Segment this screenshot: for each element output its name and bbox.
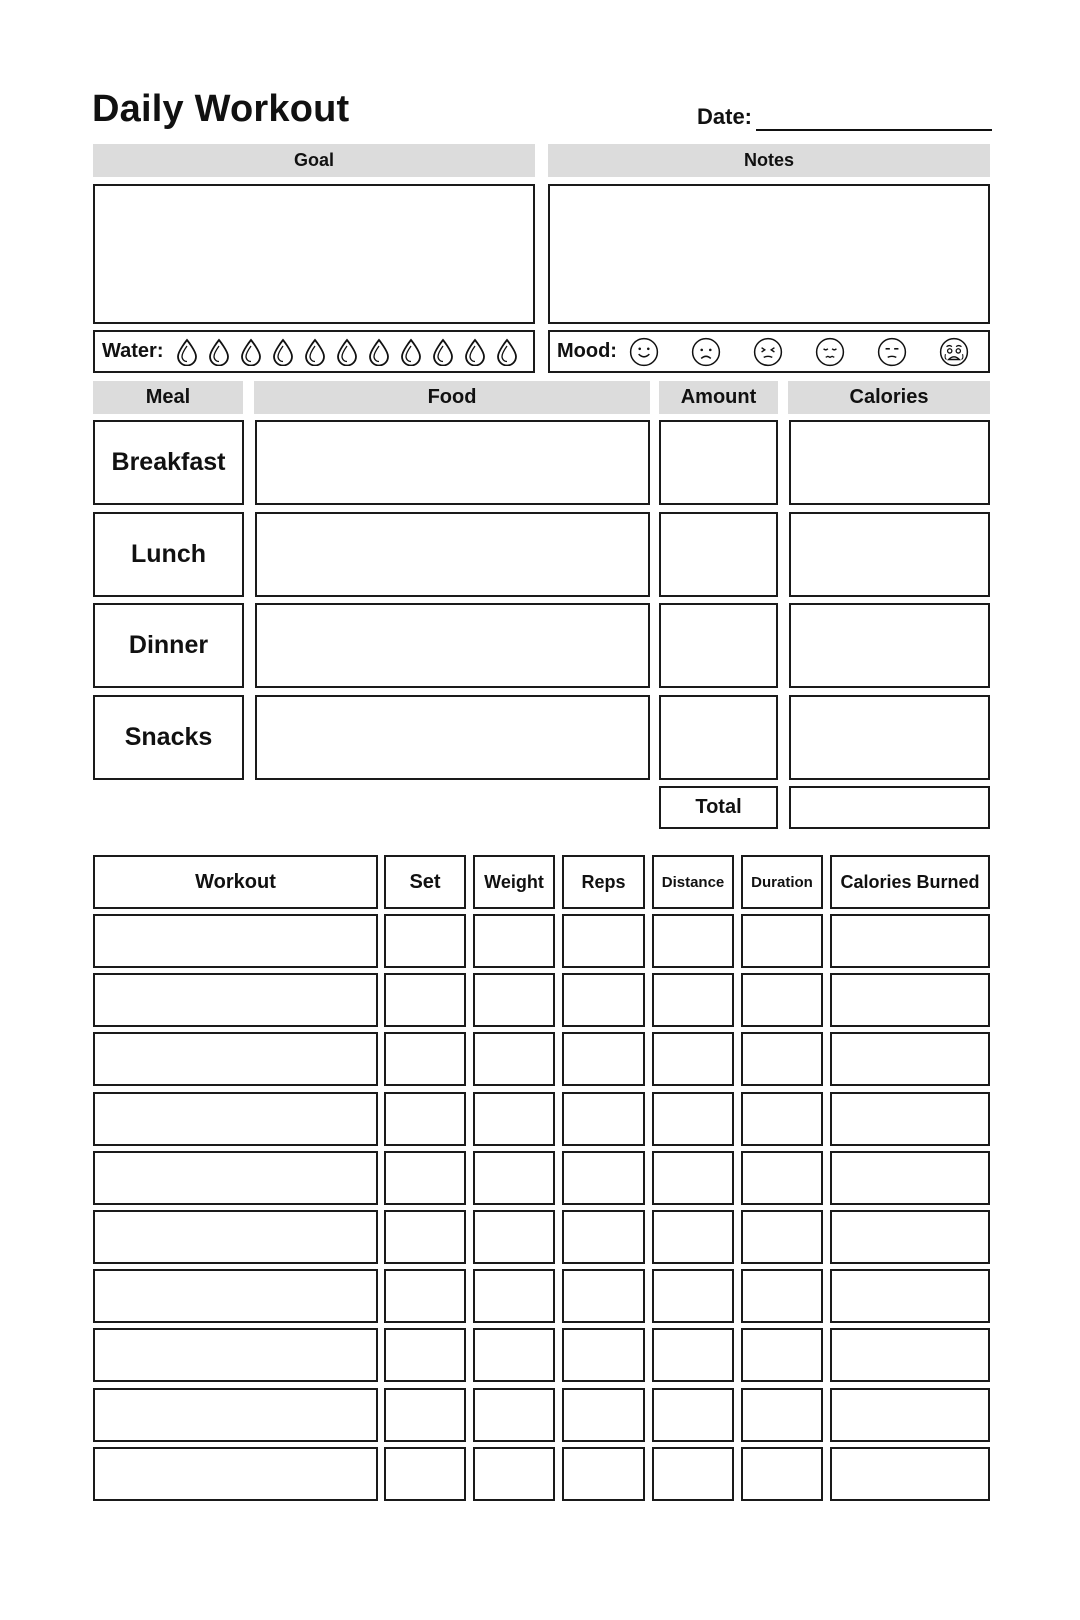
workout-cell[interactable] (830, 1447, 990, 1501)
calories-cell-breakfast[interactable] (789, 420, 990, 505)
workout-cell[interactable] (652, 1032, 734, 1086)
calories-cell-lunch[interactable] (789, 512, 990, 597)
water-drop-icon[interactable] (335, 338, 359, 366)
workout-cell[interactable] (473, 1032, 555, 1086)
workout-header-label: Duration (751, 873, 813, 891)
meal-dinner-label: Dinner (128, 631, 209, 659)
water-drop-icon[interactable] (175, 338, 199, 366)
workout-header-label: Workout (195, 870, 276, 893)
workout-header-workout (93, 855, 378, 909)
amount-cell-breakfast[interactable] (659, 420, 778, 505)
workout-cell[interactable] (562, 1210, 645, 1264)
workout-header-duration (741, 855, 823, 909)
workout-cell[interactable] (830, 1210, 990, 1264)
workout-header-calories-burned (830, 855, 990, 909)
workout-header-distance (652, 855, 734, 909)
workout-cell[interactable] (741, 973, 823, 1027)
workout-cell[interactable] (652, 914, 734, 968)
workout-cell[interactable] (384, 1210, 466, 1264)
notes-header (548, 144, 990, 177)
workout-cell[interactable] (473, 914, 555, 968)
workout-cell[interactable] (384, 914, 466, 968)
workout-cell[interactable] (93, 1388, 378, 1442)
workout-cell[interactable] (384, 973, 466, 1027)
goal-box[interactable] (93, 184, 535, 324)
workout-cell[interactable] (562, 1151, 645, 1205)
workout-cell[interactable] (562, 973, 645, 1027)
total-label-cell (659, 786, 778, 829)
workout-cell[interactable] (830, 1151, 990, 1205)
workout-cell[interactable] (473, 1269, 555, 1323)
water-label: Water: (102, 340, 164, 362)
calories-header-label: Calories (849, 386, 929, 408)
water-drop-icon[interactable] (207, 338, 231, 366)
workout-cell[interactable] (830, 1388, 990, 1442)
mood-faces (629, 337, 969, 367)
food-cell-snacks[interactable] (255, 695, 650, 780)
workout-cell[interactable] (741, 1269, 823, 1323)
meal-dinner (93, 603, 244, 688)
workout-cell[interactable] (473, 973, 555, 1027)
workout-cell[interactable] (652, 1388, 734, 1442)
workout-cell[interactable] (473, 1388, 555, 1442)
workout-cell[interactable] (741, 914, 823, 968)
goal-label: Goal (293, 150, 334, 170)
workout-cell[interactable] (384, 1269, 466, 1323)
workout-cell[interactable] (741, 1210, 823, 1264)
workout-cell[interactable] (384, 1151, 466, 1205)
workout-cell[interactable] (93, 973, 378, 1027)
annoyed-icon[interactable] (877, 337, 907, 367)
workout-cell[interactable] (830, 1032, 990, 1086)
food-header-label: Food (427, 386, 477, 408)
workout-cell[interactable] (93, 1032, 378, 1086)
workout-header-label: Weight (484, 871, 544, 892)
workout-header-label: Distance (661, 873, 725, 891)
sleepy-icon[interactable] (815, 337, 845, 367)
total-calories-cell[interactable] (789, 786, 990, 829)
workout-cell[interactable] (741, 1032, 823, 1086)
workout-cell[interactable] (384, 1092, 466, 1146)
meal-header (93, 381, 243, 414)
workout-cell[interactable] (741, 1092, 823, 1146)
workout-cell[interactable] (562, 1447, 645, 1501)
meal-lunch (93, 512, 244, 597)
workout-cell[interactable] (384, 1032, 466, 1086)
squint-icon[interactable] (753, 337, 783, 367)
smile-icon[interactable] (629, 337, 659, 367)
workout-header-label: Reps (581, 871, 626, 892)
food-header (254, 381, 650, 414)
workout-cell[interactable] (741, 1151, 823, 1205)
amount-cell-snacks[interactable] (659, 695, 778, 780)
page-title: Daily Workout (92, 88, 350, 130)
workout-cell[interactable] (652, 1092, 734, 1146)
water-drop-icon[interactable] (239, 338, 263, 366)
workout-cell[interactable] (93, 1447, 378, 1501)
notes-box[interactable] (548, 184, 990, 324)
workout-cell[interactable] (93, 1210, 378, 1264)
calories-cell-snacks[interactable] (789, 695, 990, 780)
workout-cell[interactable] (473, 1328, 555, 1382)
workout-cell[interactable] (830, 1269, 990, 1323)
water-drop-icon[interactable] (495, 338, 519, 366)
food-cell-dinner[interactable] (255, 603, 650, 688)
amount-header (659, 381, 778, 414)
workout-header-label: Calories Burned (840, 871, 980, 892)
workout-cell[interactable] (652, 1269, 734, 1323)
date-field-line[interactable] (756, 129, 992, 131)
workout-cell[interactable] (562, 1328, 645, 1382)
meal-lunch-label: Lunch (131, 540, 206, 568)
meal-snacks (93, 695, 244, 780)
workout-cell[interactable] (93, 1328, 378, 1382)
workout-cell[interactable] (93, 1151, 378, 1205)
water-drop-icon[interactable] (399, 338, 423, 366)
workout-cell[interactable] (830, 914, 990, 968)
workout-cell[interactable] (830, 1328, 990, 1382)
calories-header (788, 381, 990, 414)
water-drop-icon[interactable] (303, 338, 327, 366)
food-cell-lunch[interactable] (255, 512, 650, 597)
workout-cell[interactable] (384, 1388, 466, 1442)
workout-cell[interactable] (741, 1447, 823, 1501)
workout-cell[interactable] (93, 1092, 378, 1146)
workout-cell[interactable] (652, 1328, 734, 1382)
crying-icon[interactable] (939, 337, 969, 367)
workout-cell[interactable] (384, 1328, 466, 1382)
workout-cell[interactable] (473, 1092, 555, 1146)
mood-tracker (548, 330, 990, 373)
calories-cell-dinner[interactable] (789, 603, 990, 688)
workout-cell[interactable] (830, 1092, 990, 1146)
workout-cell[interactable] (93, 1269, 378, 1323)
workout-cell[interactable] (741, 1328, 823, 1382)
water-drop-icon[interactable] (463, 338, 487, 366)
workout-cell[interactable] (652, 1151, 734, 1205)
meal-snacks-label: Snacks (124, 723, 213, 751)
meal-breakfast-label: Breakfast (111, 448, 226, 476)
meal-breakfast (93, 420, 244, 505)
water-tracker (93, 330, 535, 373)
water-drops (175, 338, 519, 366)
workout-cell[interactable] (473, 1447, 555, 1501)
workout-cell[interactable] (562, 1032, 645, 1086)
workout-cell[interactable] (562, 1388, 645, 1442)
water-drop-icon[interactable] (271, 338, 295, 366)
amount-cell-dinner[interactable] (659, 603, 778, 688)
workout-cell[interactable] (741, 1388, 823, 1442)
workout-cell[interactable] (473, 1210, 555, 1264)
workout-cell[interactable] (652, 973, 734, 1027)
notes-label: Notes (743, 150, 794, 170)
workout-cell[interactable] (93, 914, 378, 968)
workout-cell[interactable] (384, 1447, 466, 1501)
workout-cell[interactable] (830, 973, 990, 1027)
date-label: Date: (697, 104, 753, 129)
goal-header (93, 144, 535, 177)
workout-cell[interactable] (562, 914, 645, 968)
workout-cell[interactable] (652, 1447, 734, 1501)
workout-cell[interactable] (562, 1092, 645, 1146)
workout-header-label: Set (409, 870, 441, 893)
meal-header-label: Meal (145, 386, 191, 408)
workout-cell[interactable] (473, 1151, 555, 1205)
amount-header-label: Amount (680, 386, 757, 408)
workout-header-set (384, 855, 466, 909)
workout-cell[interactable] (652, 1210, 734, 1264)
workout-header-reps (562, 855, 645, 909)
amount-cell-lunch[interactable] (659, 512, 778, 597)
total-label: Total (695, 796, 742, 818)
frown-icon[interactable] (691, 337, 721, 367)
water-drop-icon[interactable] (367, 338, 391, 366)
workout-cell[interactable] (562, 1269, 645, 1323)
workout-header-weight (473, 855, 555, 909)
mood-label: Mood: (557, 340, 617, 362)
water-drop-icon[interactable] (431, 338, 455, 366)
food-cell-breakfast[interactable] (255, 420, 650, 505)
